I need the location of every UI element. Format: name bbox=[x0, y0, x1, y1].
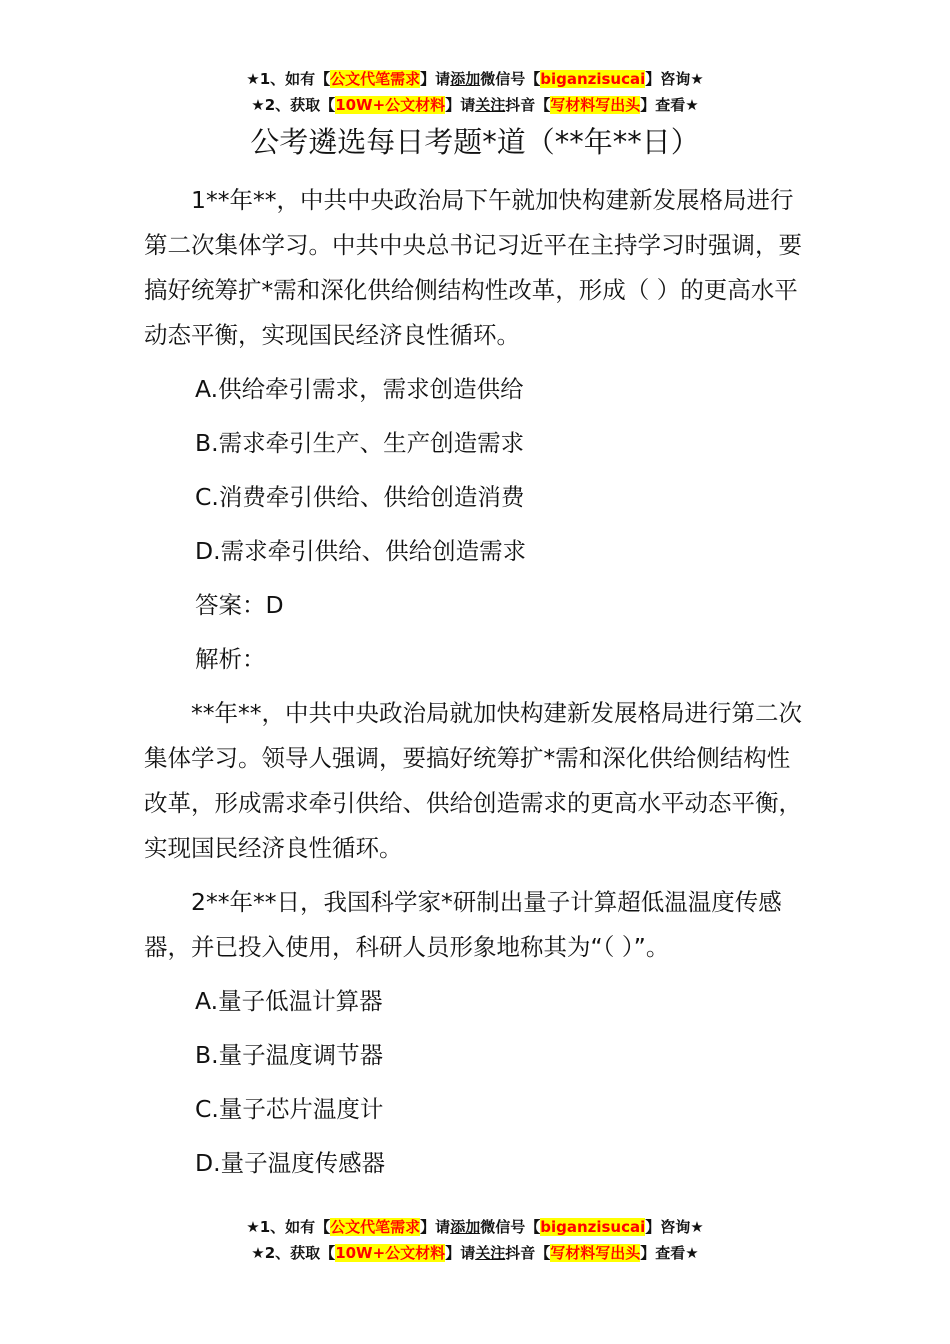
promo-text: 】请 bbox=[420, 1218, 451, 1236]
promo-text: 】咨询★ bbox=[645, 1218, 704, 1236]
promo-line-2 bbox=[0, 92, 950, 118]
promo-line-2 bbox=[0, 1240, 950, 1266]
promo-highlight: 公文代笔需求 bbox=[330, 70, 421, 88]
promo-text: 抖音【 bbox=[505, 1244, 551, 1262]
promo-text: ★1、如有【 bbox=[246, 70, 331, 88]
promo-underline: 添加 bbox=[450, 70, 481, 88]
question-1-analysis-label: 解析： bbox=[195, 645, 266, 673]
promo-banner-top bbox=[0, 66, 950, 118]
promo-text: 】查看★ bbox=[640, 96, 699, 114]
question-2-option-c: C.量子芯片温度计 bbox=[195, 1095, 384, 1123]
question-1-option-c: C.消费牵引供给、供给创造消费 bbox=[195, 483, 525, 511]
promo-text: ★1、如有【 bbox=[246, 1218, 331, 1236]
promo-underline: 关注 bbox=[475, 1244, 506, 1262]
promo-text: ★2、获取【 bbox=[251, 96, 336, 114]
promo-underline: 添加 bbox=[450, 1218, 481, 1236]
promo-text: 】请 bbox=[445, 96, 476, 114]
promo-line-1 bbox=[0, 66, 950, 92]
promo-text: 】请 bbox=[420, 70, 451, 88]
promo-text: 微信号【 bbox=[480, 70, 541, 88]
question-1-option-a: A.供给牵引需求，需求创造供给 bbox=[195, 375, 524, 403]
promo-highlight: 10W+公文材料 bbox=[335, 1244, 446, 1262]
promo-text: 】请 bbox=[445, 1244, 476, 1262]
question-1-option-d: D.需求牵引供给、供给创造需求 bbox=[195, 537, 527, 565]
promo-banner-bottom bbox=[0, 1214, 950, 1266]
question-2-option-b: B.量子温度调节器 bbox=[195, 1041, 384, 1069]
promo-text: 抖音【 bbox=[505, 96, 551, 114]
promo-underline: 关注 bbox=[475, 96, 506, 114]
question-1-answer: 答案：D bbox=[195, 591, 284, 619]
document-body bbox=[144, 178, 809, 1195]
question-2-stem: 2**年**日，我国科学家*研制出量子计算超低温温度传感器，并已投入使用，科研人员形象地称其为“（ ）”。 bbox=[144, 888, 782, 961]
promo-highlight: 公文代笔需求 bbox=[330, 1218, 421, 1236]
promo-highlight: 10W+公文材料 bbox=[335, 96, 446, 114]
promo-line-1 bbox=[0, 1214, 950, 1240]
promo-text: 微信号【 bbox=[480, 1218, 541, 1236]
promo-highlight: 写材料写出头 bbox=[550, 1244, 641, 1262]
question-1-analysis: **年**，中共中央政治局就加快构建新发展格局进行第二次集体学习。领导人强调，要搞好统筹扩*需和深化供给侧结构性改革，形成需求牵引供给、供给创造需求的更高水平动态平衡，实现国民经济良性循环。 bbox=[144, 699, 802, 862]
promo-text: 】查看★ bbox=[640, 1244, 699, 1262]
promo-text: 】咨询★ bbox=[645, 70, 704, 88]
question-2-option-a: A.量子低温计算器 bbox=[195, 987, 383, 1015]
promo-highlight: biganzisucai bbox=[540, 70, 646, 88]
promo-highlight: biganzisucai bbox=[540, 1218, 646, 1236]
promo-text: ★2、获取【 bbox=[251, 1244, 336, 1262]
question-1-stem: 1**年**，中共中央政治局下午就加快构建新发展格局进行第二次集体学习。中共中央总书记习近平在主持学习时强调，要搞好统筹扩*需和深化供给侧结构性改革，形成（ ）的更高水平动态平衡，实现国民经济良性循环。 bbox=[144, 186, 802, 349]
promo-highlight: 写材料写出头 bbox=[550, 96, 641, 114]
question-2-option-d: D.量子温度传感器 bbox=[195, 1149, 386, 1177]
page-title: 公考遴选每日考题*道（**年**日） bbox=[250, 125, 700, 159]
question-1-option-b: B.需求牵引生产、生产创造需求 bbox=[195, 429, 525, 457]
